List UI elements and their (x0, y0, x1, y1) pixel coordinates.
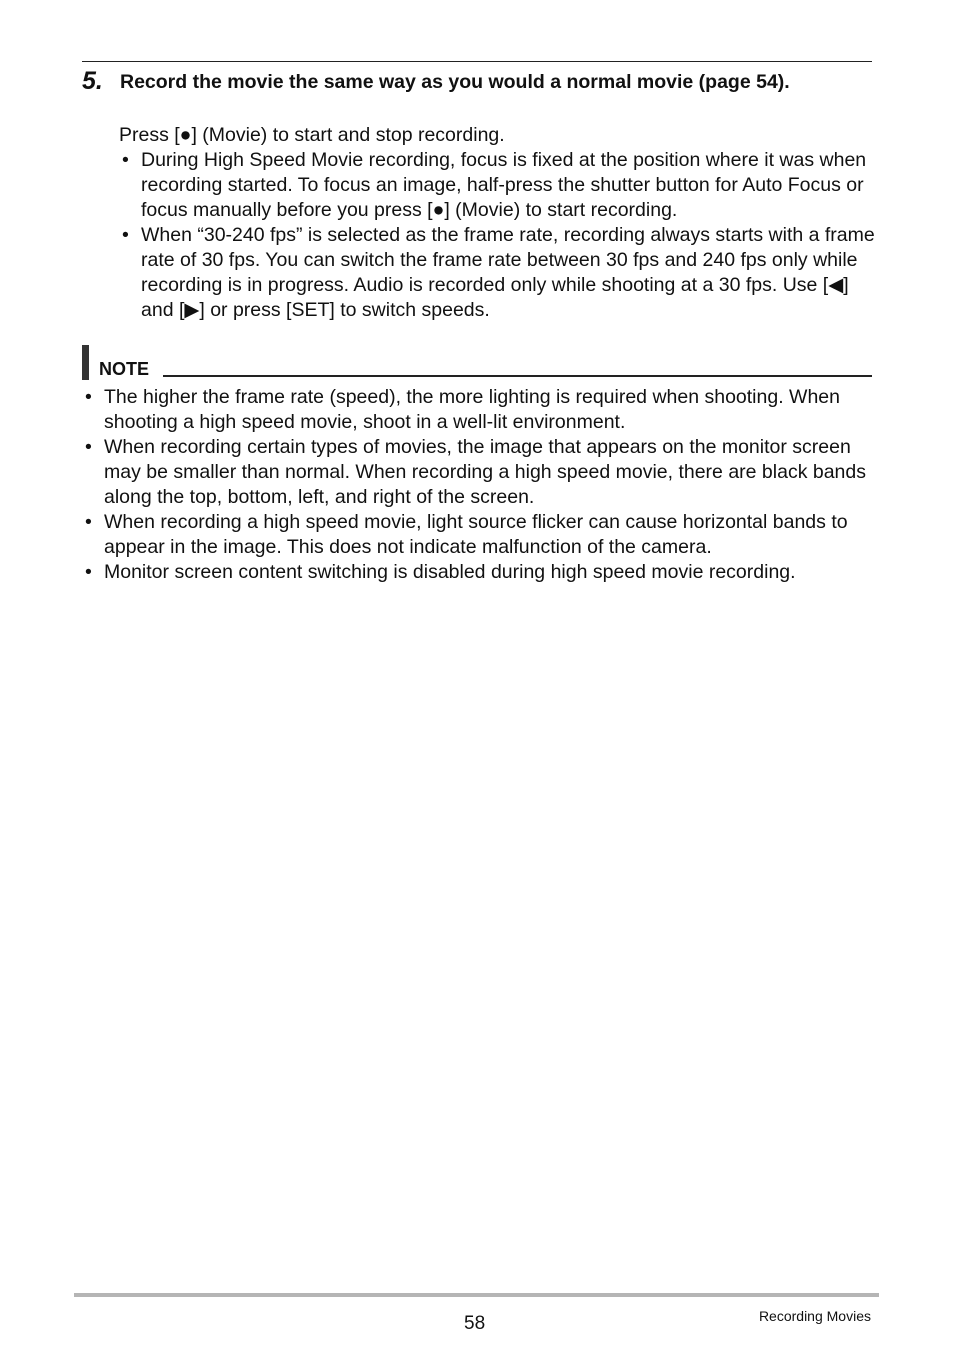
bullet-dot: • (122, 224, 129, 246)
bullet-dot: • (85, 436, 92, 458)
note-label: NOTE (99, 359, 150, 379)
note-bullet-list (82, 385, 872, 585)
bullet-text: The higher the frame rate (speed), the more lighting is required when shooting. When shooting a high speed movie, shoot in a well-lit environment. (104, 386, 840, 433)
list-item (82, 385, 872, 435)
bullet-dot: • (85, 561, 92, 583)
note-header (82, 345, 872, 379)
bullet-text: Monitor screen content switching is disabled during high speed movie recording. (104, 561, 796, 583)
list-item (82, 560, 872, 585)
list-item (119, 148, 879, 223)
bullet-text: When recording a high speed movie, light source flicker can cause horizontal bands to appear in the image. This does not indicate malfunction of the camera. (104, 511, 848, 558)
bullet-text: During High Speed Movie recording, focus is fixed at the position where it was when recording started. To focus an image, half-press the shutter button for Auto Focus or focus manually before you press [●] (Movie) to start recording. (141, 149, 867, 221)
footer-rule (74, 1293, 879, 1297)
list-item (119, 223, 879, 323)
step-body (119, 123, 879, 323)
step-title: Record the movie the same way as you would a normal movie (page 54). (120, 71, 790, 93)
section-name: Recording Movies (758, 1308, 871, 1324)
note-body (82, 385, 872, 585)
bullet-dot: • (85, 386, 92, 408)
bullet-text: When recording certain types of movies, the image that appears on the monitor screen may be smaller than normal. When recording a high speed movie, there are black bands along the top, bottom, left, and right of the screen. (104, 436, 866, 508)
page-number: 58 (464, 1313, 486, 1334)
top-rule (82, 61, 872, 62)
step-intro: Press [●] (Movie) to start and stop recording. (119, 124, 505, 146)
step-bullet-list (119, 148, 879, 323)
list-item (82, 510, 872, 560)
list-item (82, 435, 872, 510)
note-marker-bar (82, 345, 89, 380)
bullet-dot: • (85, 511, 92, 533)
bullet-dot: • (122, 149, 129, 171)
note-rule (163, 375, 872, 377)
step-number: 5. (82, 67, 103, 95)
bullet-text: When “30-240 fps” is selected as the frame rate, recording always starts with a frame rate of 30 fps. You can switch the frame rate between 30 fps and 240 fps only while recording is in progress. Audio is recorded only while shooting at a 30 fps. Use [◀] and [▶] or press [SET] to switch speeds. (141, 224, 875, 321)
